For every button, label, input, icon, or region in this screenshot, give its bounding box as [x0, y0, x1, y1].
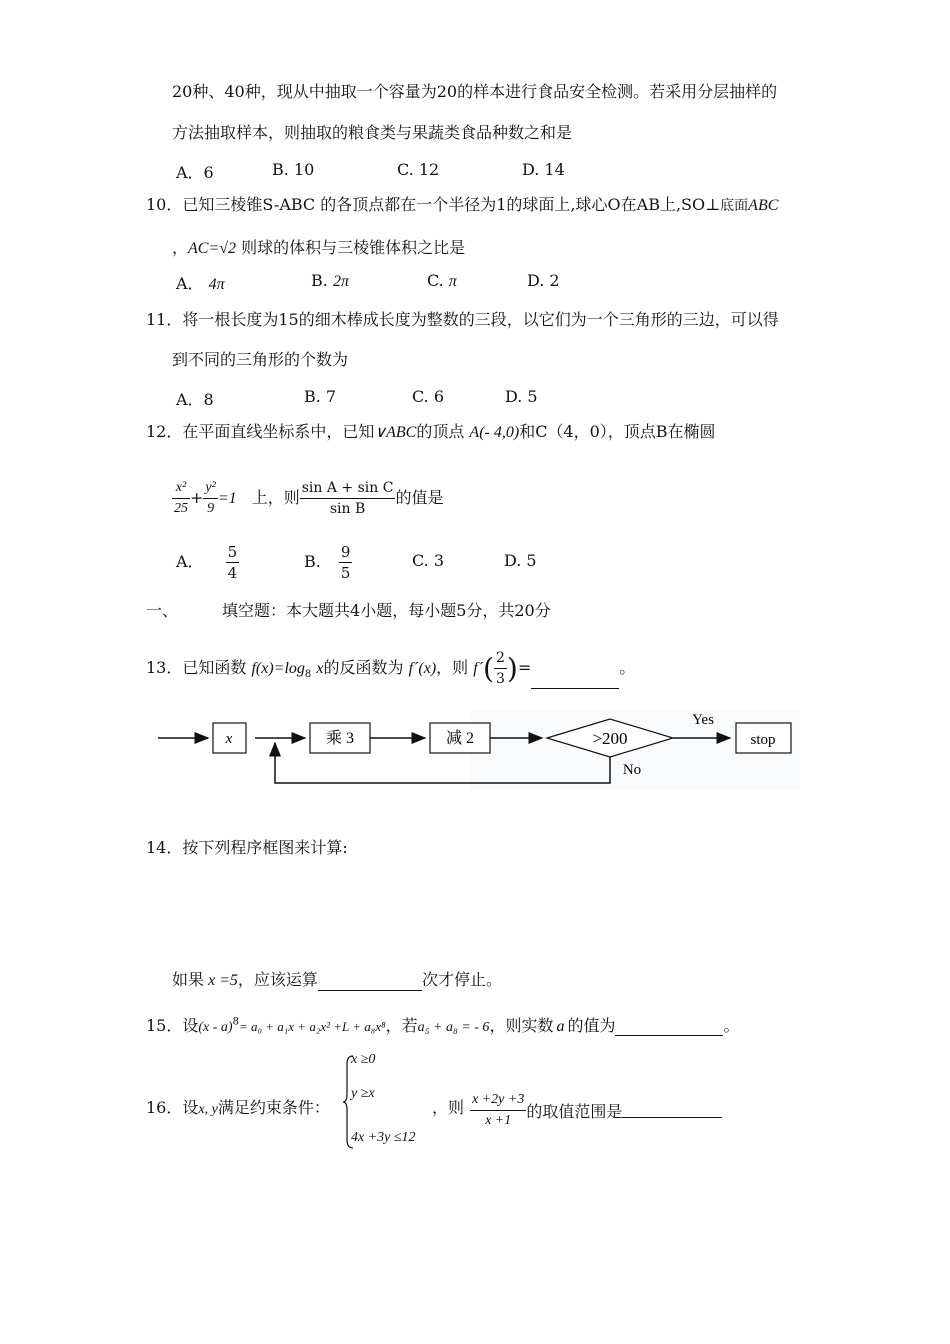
q15-answer-blank[interactable] — [615, 1021, 723, 1036]
ellipse-frac-y: $\frac{\text{y²}}{9}$ — [205, 480, 216, 516]
q13-end: 。 — [619, 658, 636, 677]
q10-line1 — [146, 195, 778, 216]
q15-mid: ，则实数 — [489, 1016, 554, 1035]
q16-prefix: 16．设 — [146, 1098, 199, 1117]
q15-cond: a₅ + a₈ = - 6 — [417, 1020, 490, 1035]
q10-abc: ABC — [748, 197, 779, 214]
opt-frac: $\frac{9}{5}$ — [340, 543, 351, 582]
q13-eq: = — [517, 658, 532, 677]
q11-line1: 11．将一根长度为15的细木棒成长度为整数的三段，以它们为一个三角形的三边，可以得 — [146, 310, 779, 329]
q13-base: 8 — [304, 669, 312, 681]
q12-text-b: 的顶点 — [416, 422, 465, 441]
q13-frac: $\frac{2}{3}$ — [495, 650, 505, 687]
q16-frac: $\frac{x +2y +3}{x +1}$ — [472, 1092, 525, 1128]
q11-option-c: C. 6 — [412, 387, 445, 406]
q13-x: x — [316, 660, 324, 677]
plus: + — [190, 488, 204, 507]
q10-ac: AC — [188, 240, 209, 257]
q9-line1: 20种、40种，现从中抽取一个容量为20的样本进行食品安全检测。若采用分层抽样的 — [172, 82, 778, 101]
opt-value: π — [448, 273, 457, 290]
q13-fx: f(x) — [251, 660, 274, 677]
q13-mid2: ，则 — [436, 658, 469, 677]
q15-end: 。 — [723, 1016, 740, 1035]
q13-prefix: 13．已知函数 — [146, 658, 247, 677]
q13-f: f´ — [473, 660, 484, 677]
q16-suffix: 的取值范围是 — [526, 1102, 623, 1121]
q15-expansion: = a₀ + a₁x + a₂x² +L + a₈x⁸ — [238, 1019, 386, 1034]
opt-label: A． — [176, 552, 204, 571]
condition-label: >200 — [592, 729, 628, 748]
q13-log: =log — [273, 660, 305, 677]
q11-option-d: D. 5 — [505, 387, 538, 406]
flowchart — [150, 705, 800, 805]
q12-line2 — [172, 478, 443, 519]
q12-text-a: 12．在平面直线坐标系中，已知 — [146, 422, 375, 441]
q14-line2 — [172, 970, 502, 991]
q16-mid: 满足约束条件： — [217, 1098, 330, 1117]
opt-label: A． — [176, 274, 204, 293]
constraint-2: y ≥x — [351, 1086, 375, 1101]
q10-option-c — [427, 271, 457, 291]
q12-triangle: ∨ABC — [374, 424, 417, 441]
constraint-1: x ≥0 — [351, 1052, 376, 1067]
q9-option-c: C. 12 — [397, 160, 440, 179]
opt-value: 2π — [332, 273, 349, 290]
no-label: No — [622, 762, 642, 778]
opt-label: C. — [427, 271, 444, 290]
ellipse-eq: =1 — [217, 490, 237, 507]
multiply-label: 乘 3 — [325, 730, 355, 747]
perp-symbol: ⊥ — [705, 195, 721, 214]
q12-suffix: 的值是 — [395, 488, 444, 507]
q16-answer-blank[interactable] — [622, 1103, 722, 1118]
yes-label: Yes — [692, 712, 714, 728]
input-label: x — [225, 731, 233, 747]
q10-line2 — [172, 238, 465, 259]
q15-suffix: 的值为 — [567, 1016, 616, 1035]
opt-label: B. — [311, 271, 328, 290]
q15-if: ，若 — [385, 1016, 418, 1035]
opt-value: 4π — [208, 276, 225, 293]
q15-prefix: 15．设 — [146, 1016, 199, 1035]
q11-line2: 到不同的三角形的个数为 — [172, 350, 349, 369]
q12-text-c: 和C（4，0），顶点B在椭圆 — [519, 422, 716, 441]
q10-option-d: D. 2 — [527, 271, 560, 290]
q13-finv: f´(x) — [408, 660, 437, 677]
q10-question: 则球的体积与三棱锥体积之比是 — [241, 238, 466, 257]
q12-option-d: D. 5 — [504, 551, 537, 570]
q15-expr: (x - a) — [198, 1020, 233, 1035]
stop-label: stop — [750, 732, 776, 748]
q9-option-b: B. 10 — [272, 160, 315, 179]
q15-line — [146, 1013, 739, 1036]
section-number: 一、 — [146, 601, 179, 620]
q12-point-a: A(- 4,0) — [469, 424, 520, 441]
q14-answer-blank[interactable] — [318, 976, 422, 991]
sine-ratio: $\frac{\text{sin A + sin C}}{\text{sin B}}$ — [301, 480, 394, 517]
q15-pow: 8 — [232, 1016, 239, 1028]
q12-mid: 上，则 — [251, 488, 300, 507]
q10-bottom: 底面 — [720, 198, 749, 214]
q10-sqrt: =√2 — [208, 240, 237, 257]
q10-text: 10．已知三棱锥S-ABC 的各顶点都在一个半径为1的球面上,球心O在AB上,SO — [146, 195, 706, 214]
q11-option-b: B. 7 — [304, 387, 337, 406]
q13-line: 13．已知函数 $f(x)=\log_8$ x的反函数为 f´(x)，则 f´( $\frac{2}{3}$ )= 。 — [146, 650, 636, 687]
q16-expression — [470, 1090, 722, 1131]
q10-option-a — [176, 271, 225, 294]
q11-option-a: A．8 — [176, 390, 214, 409]
q12-option-a — [176, 542, 239, 583]
q16-prefix-line — [146, 1098, 330, 1120]
q12-option-b — [304, 542, 352, 583]
q14-if: 如果 — [172, 970, 205, 989]
section-title: 填空题：本大题共4小题，每小题5分，共20分 — [222, 601, 551, 620]
section-heading — [146, 601, 551, 621]
q14-xeq: x =5 — [208, 972, 238, 989]
q15-a: a — [556, 1018, 565, 1035]
q12-line1 — [146, 422, 716, 443]
opt-label: B. — [304, 552, 321, 571]
q9-line2: 方法抽取样本，则抽取的粮食类与果蔬类食品种数之和是 — [172, 123, 573, 142]
q16-vars: x, y — [198, 1102, 218, 1117]
ellipse-frac-x: $\frac{\text{x²}}{25}$ — [174, 480, 188, 516]
q16-then: ，则 — [432, 1098, 465, 1117]
subtract-label: 减 2 — [445, 730, 475, 747]
q14-end: 次才停止。 — [421, 970, 502, 989]
q14-line1: 14．按下列程序框图来计算: — [146, 838, 348, 857]
constraint-3: 4x +3y ≤12 — [351, 1130, 416, 1145]
q9-option-d: D. 14 — [522, 160, 565, 179]
q12-option-c: C. 3 — [412, 551, 445, 570]
q10-comma: ， — [172, 238, 189, 257]
q13-answer-blank[interactable] — [531, 674, 619, 689]
q13-mid: 的反函数为 — [323, 658, 404, 677]
q14-mid: ，应该运算 — [237, 970, 318, 989]
q9-option-a: A．6 — [176, 163, 214, 182]
opt-frac: $\frac{5}{4}$ — [227, 543, 238, 582]
q10-option-b — [311, 271, 349, 291]
